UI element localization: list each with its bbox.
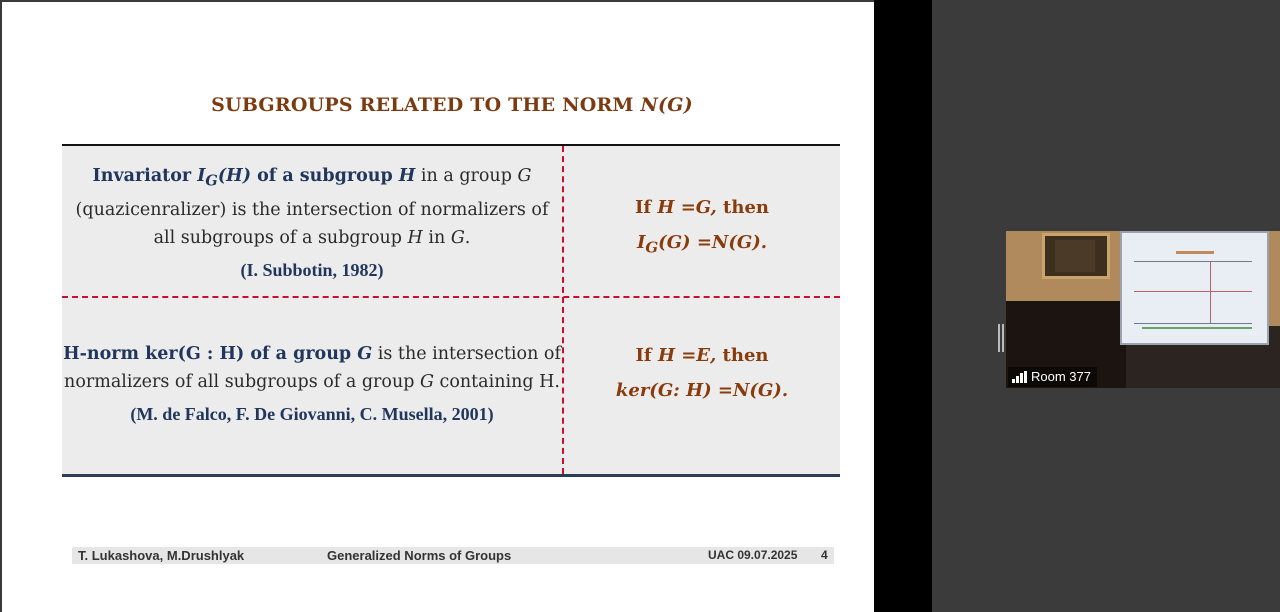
invariator-line-3: all subgroups of a subgroup H in G. <box>153 227 471 248</box>
slide-footer <box>72 547 834 564</box>
footer-talk-title: Generalized Norms of Groups <box>327 548 512 563</box>
participant-label <box>1008 367 1097 387</box>
invariator-property-line-1: If H =G, then <box>634 197 769 218</box>
panel-resize-handle[interactable] <box>998 324 1004 352</box>
invariator-definition-cell <box>62 162 562 284</box>
h-norm-reference: (M. de Falco, F. De Giovanni, C. Musella, 2001) <box>130 404 494 424</box>
h-norm-definition-cell <box>62 340 562 428</box>
h-norm-line-2: normalizers of all subgroups of a group G containing H. <box>64 372 560 392</box>
video-projected-slide <box>1120 231 1269 345</box>
h-norm-property-cell <box>564 338 840 408</box>
h-norm-line-1: H-norm ker(G : H) of a group G is the intersection of <box>63 344 561 364</box>
slide-title-symbol: N(G) <box>640 94 693 116</box>
signal-strength-icon <box>1012 371 1027 383</box>
participant-name: Room 377 <box>1031 369 1091 384</box>
shared-slide <box>2 2 874 612</box>
slide-title-text: SUBGROUPS RELATED TO THE NORM <box>211 94 641 116</box>
participant-video-tile[interactable] <box>1006 231 1280 388</box>
slide-title <box>2 94 902 116</box>
invariator-property-line-2: $I_G(G) =N(G)$. <box>636 232 768 257</box>
h-norm-property-line-1: If H =E, then <box>635 345 769 366</box>
invariator-property-cell <box>564 190 840 266</box>
screen-share-border <box>874 0 932 612</box>
table-horizontal-divider <box>62 296 840 298</box>
invariator-line-2: (quazicenralizer) is the intersection of normalizers of <box>75 199 549 220</box>
video-portrait-frame <box>1042 233 1110 279</box>
definitions-table <box>62 144 840 477</box>
invariator-line-1: Invariator $I_G(H)$ of a subgroup H in a group G <box>92 166 532 190</box>
h-norm-property-line-2: ker(G: H) =N(G). <box>615 380 789 401</box>
footer-authors: T. Lukashova, M.Drushlyak <box>78 548 245 563</box>
footer-event: UAC 09.07.2025 <box>708 548 798 562</box>
footer-page-number: 4 <box>821 548 828 562</box>
invariator-reference: (I. Subbotin, 1982) <box>240 259 384 280</box>
